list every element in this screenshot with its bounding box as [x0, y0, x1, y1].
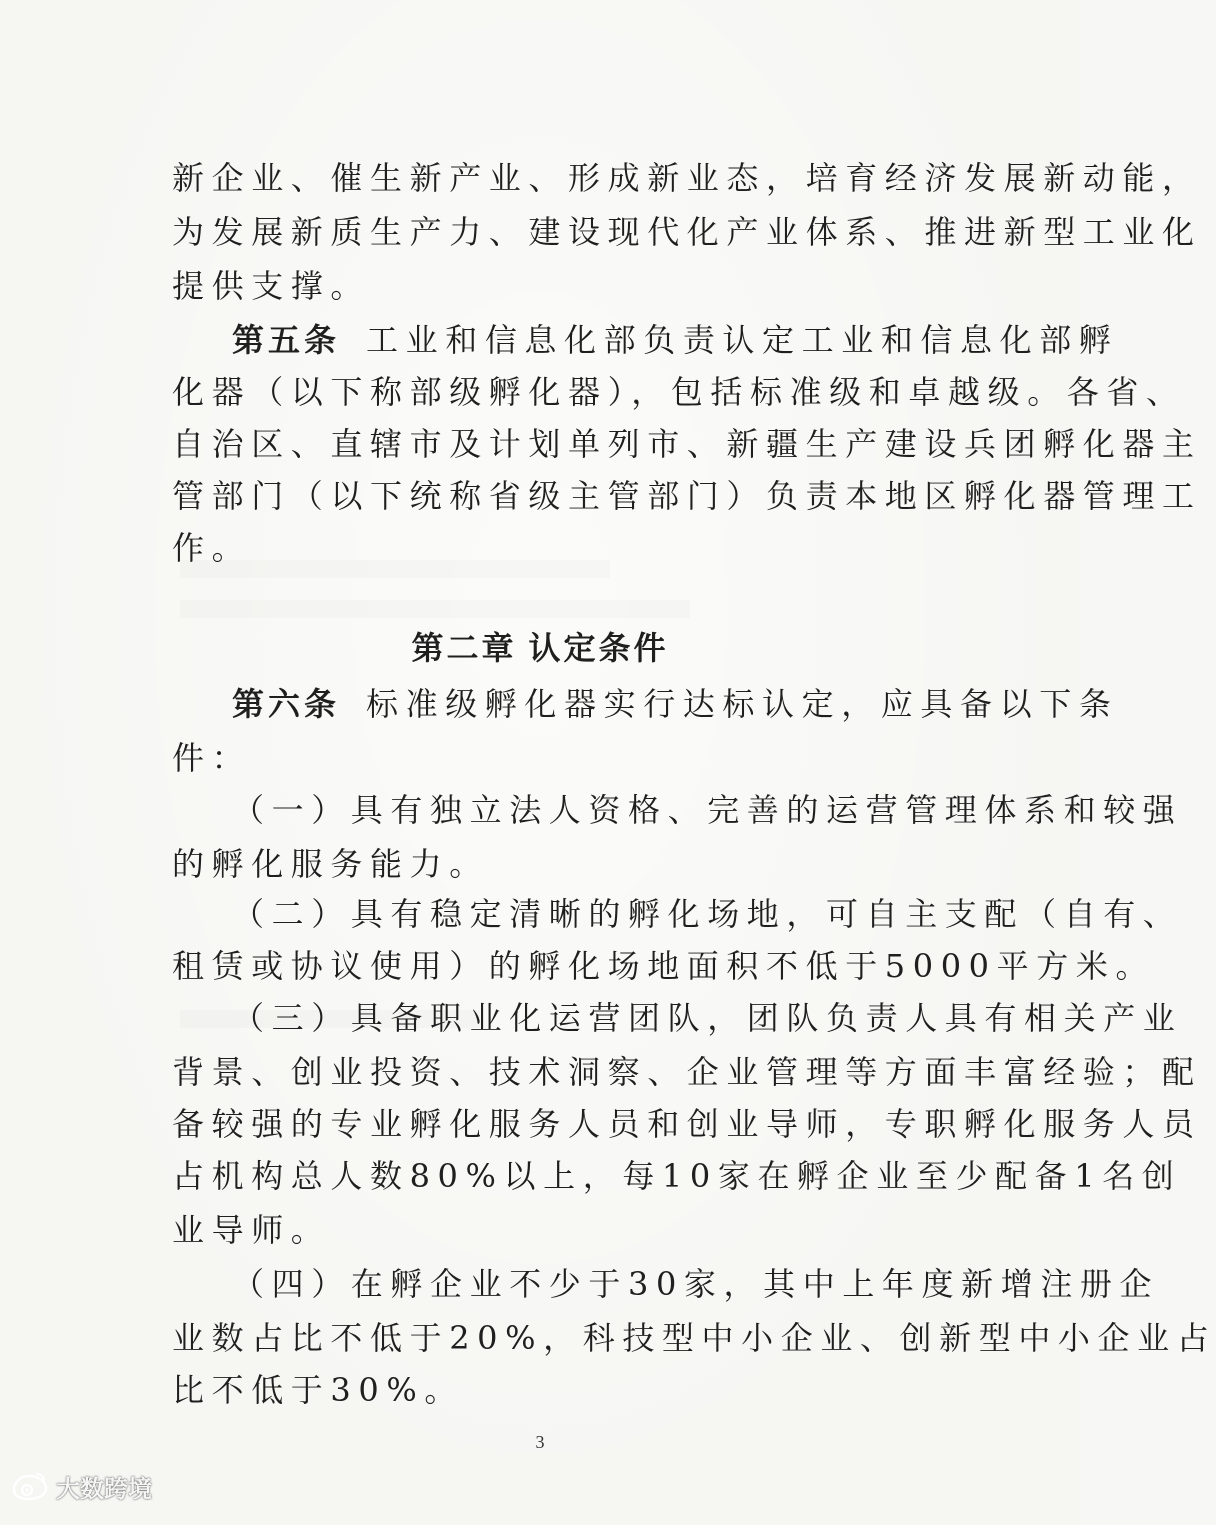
body-line: 化器（以下称部级孵化器），包括标准级和卓越级。各省、	[172, 373, 1186, 411]
item-line: 占机构总人数80%以上，每10家在孵企业至少配备1名创	[172, 1157, 1182, 1195]
item-line: 租赁或协议使用）的孵化场地面积不低于5000平方米。	[172, 947, 1156, 985]
article-5-label: 第五条	[232, 321, 341, 359]
scan-artifact	[180, 600, 690, 618]
body-line: 自治区、直辖市及计划单列市、新疆生产建设兵团孵化器主	[172, 425, 1202, 463]
article-6-first-line	[232, 684, 1119, 724]
item-line: 背景、创业投资、技术洞察、企业管理等方面丰富经验；配	[172, 1053, 1202, 1091]
item-line: 业导师。	[172, 1211, 331, 1249]
watermark	[10, 1466, 152, 1506]
item-line: （三）具备职业化运营团队，团队负责人具有相关产业	[232, 999, 1183, 1037]
item-line: （四）在孵企业不少于30家，其中上年度新增注册企	[232, 1265, 1160, 1303]
body-line: 新企业、催生新产业、形成新业态，培育经济发展新动能，	[172, 159, 1202, 197]
page-number: 3	[535, 1432, 545, 1452]
body-line: 作。	[172, 529, 252, 567]
item-line: 备较强的专业孵化服务人员和创业导师，专职孵化服务人员	[172, 1105, 1202, 1143]
chapter-title: 认定条件	[528, 629, 669, 667]
body-line: 件：	[172, 739, 252, 777]
body-line: 为发展新质生产力、建设现代化产业体系、推进新型工业化	[172, 213, 1202, 251]
body-line: 提供支撑。	[172, 267, 371, 305]
article-6-label: 第六条	[232, 685, 341, 723]
article-5-first-line	[232, 320, 1119, 360]
weibo-eye-icon	[10, 1470, 50, 1502]
body-line: 管部门（以下统称省级主管部门）负责本地区孵化器管理工	[172, 477, 1202, 515]
watermark-text: 大数跨境	[56, 1474, 152, 1503]
chapter-heading	[0, 628, 1080, 668]
item-line: （二）具有稳定清晰的孵化场地，可自主支配（自有、	[232, 895, 1183, 933]
article-5-text: 工业和信息化部负责认定工业和信息化部孵	[366, 321, 1119, 359]
item-line: 的孵化服务能力。	[172, 845, 489, 883]
item-line: 业数占比不低于20%，科技型中小企业、创新型中小企业占	[172, 1319, 1216, 1357]
chapter-number: 第二章	[411, 629, 517, 667]
article-6-text: 标准级孵化器实行达标认定，应具备以下条	[366, 685, 1119, 723]
item-line: （一）具有独立法人资格、完善的运营管理体系和较强	[232, 791, 1183, 829]
item-line: 比不低于30%。	[172, 1371, 464, 1409]
